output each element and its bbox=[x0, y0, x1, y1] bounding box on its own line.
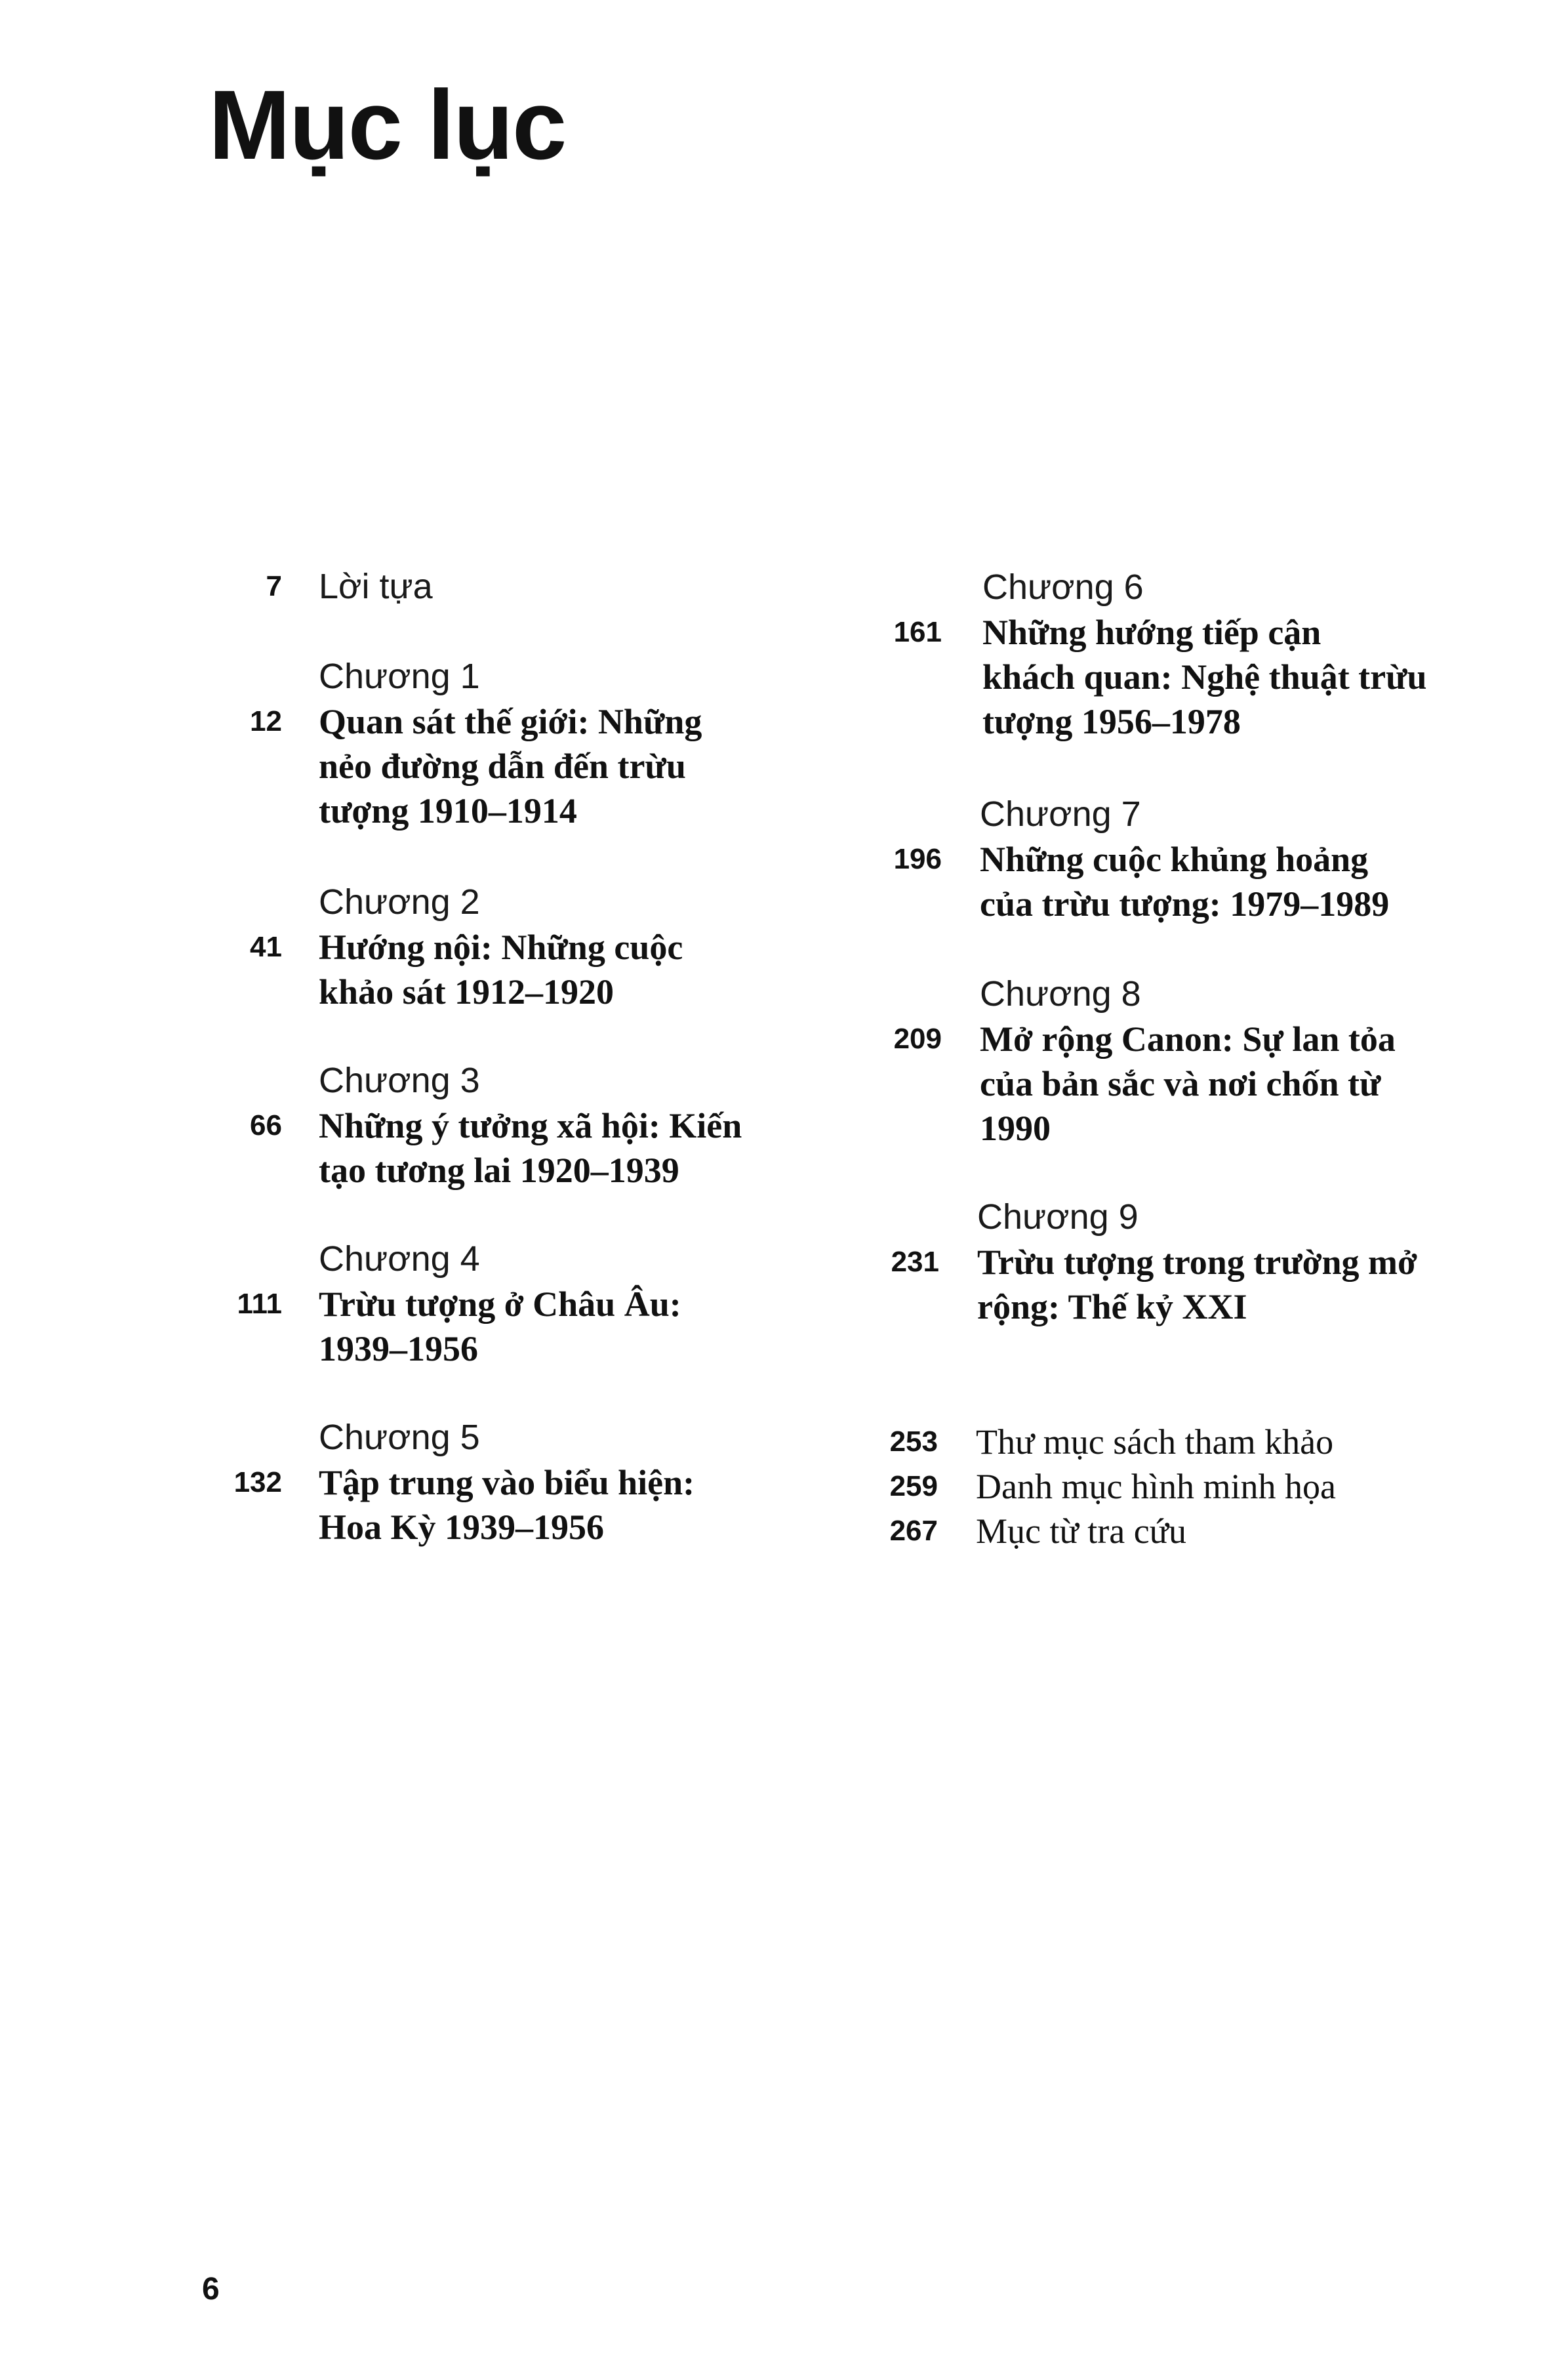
entry-title bbox=[980, 837, 1389, 926]
entry-title-line: Tập trung vào biểu hiện: bbox=[319, 1463, 695, 1502]
entry-title-line: tượng 1910–1914 bbox=[319, 791, 577, 831]
entry-title-line: Những hướng tiếp cận bbox=[982, 613, 1321, 652]
entry-title-line: 1939–1956 bbox=[319, 1329, 478, 1368]
chapter-label: Chương 8 bbox=[980, 974, 1141, 1014]
entry-title bbox=[319, 925, 683, 1014]
entry-title-line: Quan sát thế giới: Những bbox=[319, 702, 702, 741]
entry-title-line: khảo sát 1912–1920 bbox=[319, 972, 615, 1012]
page-number: 66 bbox=[250, 1109, 282, 1141]
page-number: 161 bbox=[893, 616, 942, 648]
entry-title-line: rộng: Thế kỷ XXI bbox=[977, 1287, 1247, 1326]
entry-title-line: Hướng nội: Những cuộc bbox=[319, 928, 683, 967]
folio-page-number: 6 bbox=[202, 2272, 220, 2307]
entry-title bbox=[319, 1460, 695, 1549]
chapter-label: Chương 4 bbox=[319, 1239, 480, 1279]
entry-title-line: Mở rộng Canon: Sự lan tỏa bbox=[980, 1019, 1396, 1059]
chapter-label: Chương 9 bbox=[977, 1197, 1139, 1237]
page-number: 7 bbox=[266, 570, 282, 602]
entry-title bbox=[982, 610, 1427, 744]
entry-title bbox=[977, 1240, 1417, 1329]
page-number: 209 bbox=[893, 1023, 942, 1055]
entry-title: Lời tựa bbox=[319, 567, 433, 606]
entry-title bbox=[319, 1103, 742, 1193]
page-title: Mục lục bbox=[209, 70, 566, 180]
page-number: 132 bbox=[233, 1466, 282, 1498]
chapter-label: Chương 3 bbox=[319, 1061, 480, 1100]
entry-title: Thư mục sách tham khảo bbox=[976, 1422, 1334, 1462]
chapter-label: Chương 5 bbox=[319, 1418, 480, 1457]
entry-title-line: nẻo đường dẫn đến trừu bbox=[319, 747, 686, 786]
chapter-label: Chương 2 bbox=[319, 882, 480, 922]
entry-title-line: Hoa Kỳ 1939–1956 bbox=[319, 1508, 605, 1547]
page-number: 231 bbox=[891, 1246, 939, 1278]
entry-title-line: tượng 1956–1978 bbox=[982, 702, 1241, 741]
entry-title-line: 1990 bbox=[980, 1109, 1051, 1148]
entry-title-line: Trừu tượng ở Châu Âu: bbox=[319, 1284, 681, 1324]
entry-title-line: Những ý tưởng xã hội: Kiến bbox=[319, 1106, 742, 1145]
chapter-label: Chương 6 bbox=[982, 567, 1144, 607]
page-number: 267 bbox=[889, 1515, 938, 1547]
entry-title: Mục từ tra cứu bbox=[976, 1511, 1186, 1551]
entry-title-line: tạo tương lai 1920–1939 bbox=[319, 1151, 679, 1190]
entry-title-line: Những cuộc khủng hoảng bbox=[980, 840, 1369, 879]
entry-title-line: khách quan: Nghệ thuật trừu bbox=[982, 657, 1427, 697]
page-number: 111 bbox=[237, 1288, 282, 1320]
entry-title-line: của trừu tượng: 1979–1989 bbox=[980, 884, 1390, 924]
page-number: 12 bbox=[250, 705, 282, 737]
entry-title: Danh mục hình minh họa bbox=[976, 1467, 1336, 1506]
entry-title bbox=[980, 1017, 1396, 1151]
page-number: 253 bbox=[889, 1426, 938, 1458]
chapter-label: Chương 1 bbox=[319, 657, 480, 696]
entry-title-line: Trừu tượng trong trường mở bbox=[977, 1242, 1417, 1282]
entry-title-line: của bản sắc và nơi chốn từ bbox=[980, 1064, 1381, 1103]
entry-title bbox=[319, 1282, 681, 1371]
page-number: 41 bbox=[250, 931, 282, 963]
page-number: 196 bbox=[893, 843, 942, 875]
entry-title bbox=[319, 699, 702, 833]
page-number: 259 bbox=[889, 1470, 938, 1502]
chapter-label: Chương 7 bbox=[980, 794, 1141, 834]
